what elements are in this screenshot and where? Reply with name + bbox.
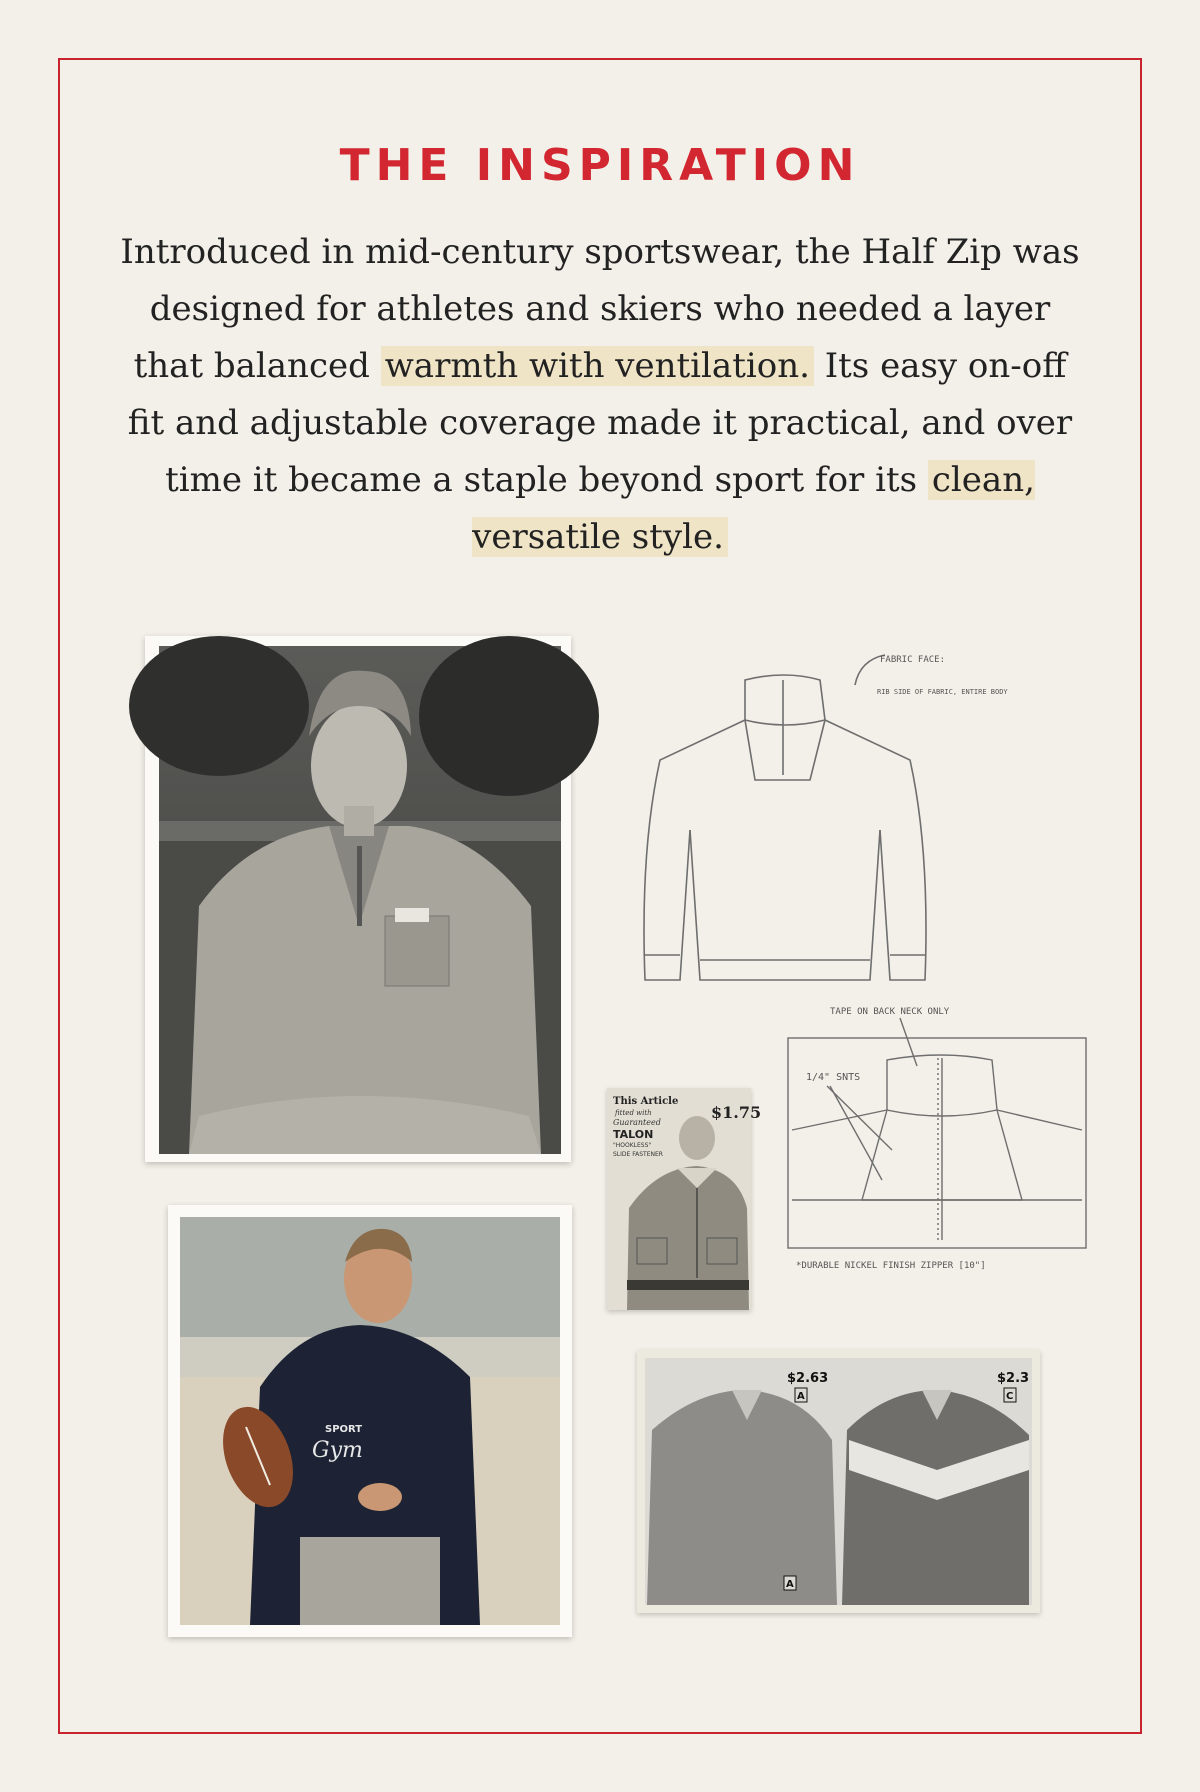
ad-line-4: "HOOKLESS" [613, 1142, 652, 1149]
ad-price: $1.75 [711, 1103, 762, 1122]
ad-brand: TALON [613, 1128, 654, 1141]
catalog-label-a: A [797, 1391, 805, 1402]
photo-beach-football [168, 1205, 572, 1637]
catalog-price-c: $2.3 [997, 1371, 1030, 1386]
photo-vintage-athlete [145, 636, 571, 1162]
shirt-logo-top: SPORT [325, 1424, 363, 1435]
ad-line-5: SLIDE FASTENER [613, 1151, 663, 1158]
catalog-price-a: $2.63 [787, 1371, 829, 1386]
beach-football-image [180, 1217, 560, 1625]
athlete-image [159, 646, 561, 1154]
ad-line-2: fitted with [615, 1109, 652, 1117]
section-title: THE INSPIRATION [339, 140, 861, 191]
ad-line-3: Guaranteed [613, 1118, 661, 1127]
paragraph-text-part-2: Its easy on-off fit and adjustable coverage made it practical, and over time it became a staple beyond sport for its [127, 346, 1073, 500]
sketch-collar-detail [782, 1000, 1092, 1275]
zipper-note: *DURABLE NICKEL FINISH ZIPPER [10"] [796, 1261, 986, 1271]
snts-note: 1/4" SNTS [806, 1072, 861, 1083]
fabric-face-note: FABRIC FACE: [880, 655, 946, 665]
catalog-label-c: C [1006, 1391, 1014, 1402]
clipping-sweater-catalog [637, 1350, 1040, 1613]
paragraph-text-part-1: Introduced in mid-century sportswear, the Half Zip was designed for athletes and skiers who needed a layer that balanced [120, 232, 1080, 386]
sketch-half-zip-front [605, 650, 1008, 1010]
clipping-talon-ad [607, 1088, 762, 1310]
shirt-logo-script: Gym [312, 1438, 363, 1463]
fabric-detail-note: RIB SIDE OF FABRIC, ENTIRE BODY [877, 688, 1008, 696]
tape-note: TAPE ON BACK NECK ONLY [830, 1007, 950, 1017]
ad-line-1: This Article [613, 1096, 679, 1107]
inspiration-paragraph [120, 224, 1080, 566]
highlight-style: clean, versatile style. [472, 460, 1035, 557]
highlight-warmth: warmth with ventilation. [381, 346, 814, 386]
catalog-bottom-label: A [786, 1579, 794, 1590]
